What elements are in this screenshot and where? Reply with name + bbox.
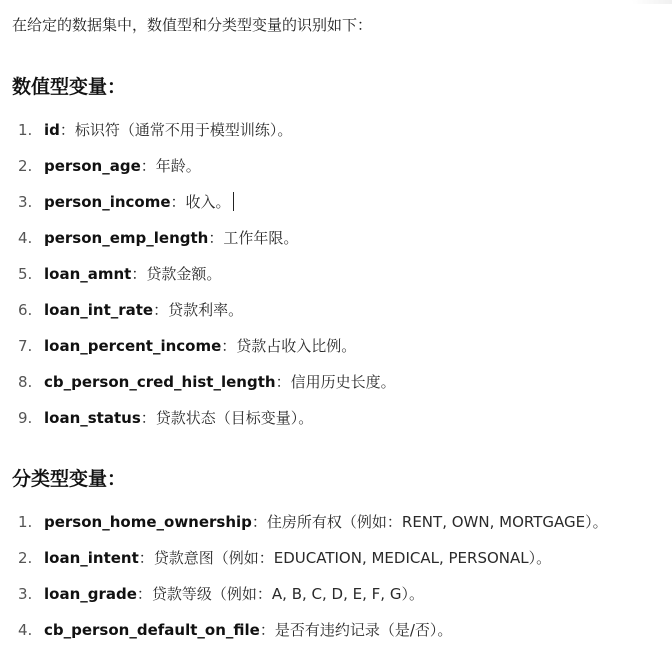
numeric-heading: 数值型变量： xyxy=(12,76,127,98)
list-number: 6. xyxy=(18,301,33,319)
variable-description: ：贷款等级（例如：A, B, C, D, E, F, G）。 xyxy=(136,585,424,603)
list-number: 9. xyxy=(18,409,33,427)
text-cursor xyxy=(233,192,234,211)
variable-description: ：是否有违约记录（是/否）。 xyxy=(259,621,453,639)
list-number: 2. xyxy=(18,157,33,175)
variable-description: ：工作年限。 xyxy=(208,229,299,247)
variable-name: cb_person_cred_hist_length xyxy=(44,373,276,391)
list-number: 3. xyxy=(18,193,33,211)
variable-name: loan_intent xyxy=(44,549,139,567)
variable-name: loan_grade xyxy=(44,585,137,603)
variable-name: person_home_ownership xyxy=(44,513,252,531)
variable-description: ：收入。 xyxy=(170,193,231,211)
variable-description: ：贷款状态（目标变量）。 xyxy=(140,409,314,427)
variable-description: ：住房所有权（例如：RENT, OWN, MORTGAGE）。 xyxy=(251,513,608,531)
top-right-shade xyxy=(632,0,672,4)
variable-description: ：标识符（通常不用于模型训练）。 xyxy=(59,121,293,139)
variable-name: id xyxy=(44,121,60,139)
variable-name: loan_status xyxy=(44,409,141,427)
variable-description: ：贷款占收入比例。 xyxy=(221,337,357,355)
variable-name: loan_percent_income xyxy=(44,337,222,355)
variable-description: ：贷款金额。 xyxy=(131,265,222,283)
list-number: 2. xyxy=(18,549,33,567)
list-number: 1. xyxy=(18,513,33,531)
variable-description: ：信用历史长度。 xyxy=(275,373,396,391)
list-number: 4. xyxy=(18,621,33,639)
intro-text: 在给定的数据集中，数值型和分类型变量的识别如下： xyxy=(12,16,373,34)
variable-name: person_age xyxy=(44,157,141,175)
variable-name: person_emp_length xyxy=(44,229,209,247)
list-number: 5. xyxy=(18,265,33,283)
variable-description: ：贷款利率。 xyxy=(153,301,244,319)
categorical-heading: 分类型变量： xyxy=(12,468,127,490)
variable-description: ：贷款意图（例如：EDUCATION, MEDICAL, PERSONAL）。 xyxy=(138,549,552,567)
variable-description: ：年龄。 xyxy=(140,157,201,175)
variable-name: loan_amnt xyxy=(44,265,132,283)
list-number: 3. xyxy=(18,585,33,603)
list-number: 7. xyxy=(18,337,33,355)
list-number: 1. xyxy=(18,121,33,139)
variable-name: loan_int_rate xyxy=(44,301,154,319)
variable-name: cb_person_default_on_file xyxy=(44,621,260,639)
list-number: 4. xyxy=(18,229,33,247)
variable-name: person_income xyxy=(44,193,171,211)
list-number: 8. xyxy=(18,373,33,391)
